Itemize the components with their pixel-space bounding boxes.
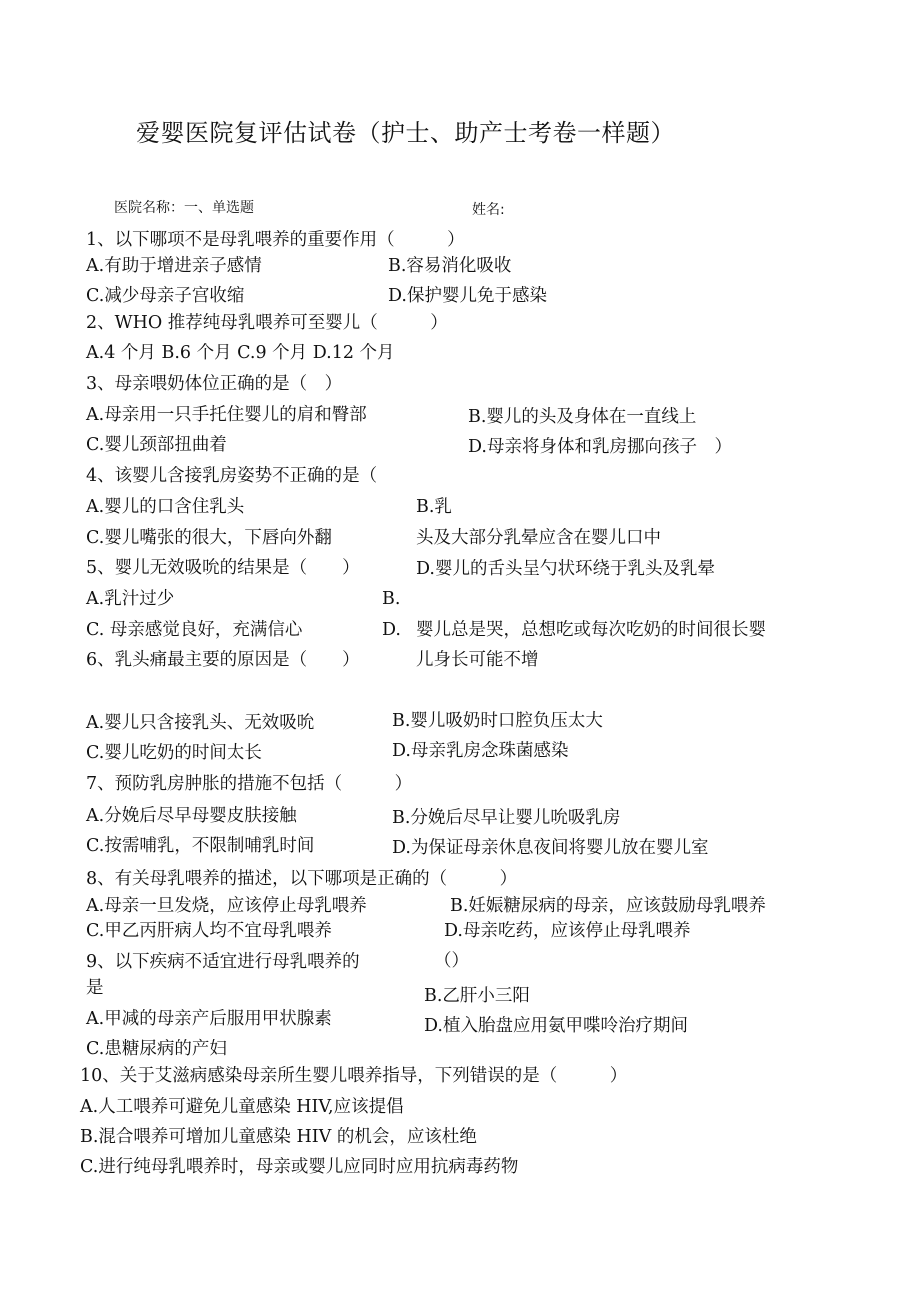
question-10: 10、关于艾滋病感染母亲所生婴儿喂养指导，下列错误的是（ ） [80,1066,628,1086]
q1-option-b: B.容易消化吸收 [388,256,512,276]
q9-option-a: A.甲减的母亲产后服用甲状腺素 [86,1009,332,1029]
q5-option-d-label: D. [382,620,401,640]
q7-option-b: B.分娩后尽早让婴儿吮吸乳房 [392,808,621,828]
q2-options: A.4 个月 B.6 个月 C.9 个月 D.12 个月 [86,343,395,363]
q5-option-d: 婴儿总是哭，总想吃或每次吃奶的时间很长婴 [416,620,766,640]
q1-option-a: A.有助于增进亲子感情 [86,256,262,276]
q1-option-d: D.保护婴儿免于感染 [388,286,547,306]
q7-option-d: D.为保证母亲休息夜间将婴儿放在婴儿室 [392,838,709,858]
question-4: 4、该婴儿含接乳房姿势不正确的是（ [86,466,378,486]
q4-option-b: B.乳 [416,497,452,517]
question-1: 1、以下哪项不是母乳喂养的重要作用（ ） [86,230,465,250]
q10-option-a: A.人工喂养可避免儿童感染 HIV,应该提倡 [80,1097,404,1117]
question-8: 8、有关母乳喂养的描述，以下哪项是正确的（ ） [86,869,518,889]
q3-option-c: C.婴儿颈部扭曲着 [86,435,227,455]
student-name-label: 姓名: [472,202,505,218]
q4-option-c: C.婴儿嘴张的很大，下唇向外翻 [86,528,332,548]
q1-option-c: C.减少母亲子宫收缩 [86,286,245,306]
q4-option-a: A.婴儿的口含住乳头 [86,497,245,517]
question-3: 3、母亲喂奶体位正确的是（ ） [86,374,343,394]
q8-option-a: A.母亲一旦发烧，应该停止母乳喂养 [86,896,367,916]
question-9: 9、以下疾病不适宜进行母乳喂养的 [86,952,360,972]
q8-option-c: C.甲乙丙肝病人均不宜母乳喂养 [86,921,332,941]
q9-option-c: C.患糖尿病的产妇 [86,1039,227,1059]
q10-option-c: C.进行纯母乳喂养时，母亲或婴儿应同时应用抗病毒药物 [80,1157,519,1177]
q5-option-d-continued: 儿身长可能不增 [416,650,539,670]
question-9-answer-blank: （） [434,951,469,971]
page-title: 爱婴医院复评估试卷（护士、助产士考卷一样题） [136,119,675,147]
question-2: 2、WHO 推荐纯母乳喂养可至婴儿（ ） [86,313,448,333]
q7-option-c: C.按需哺乳，不限制哺乳时间 [86,836,315,856]
q3-option-a: A.母亲用一只手托住婴儿的肩和臀部 [86,405,367,425]
q8-option-b: B.妊娠糖尿病的母亲，应该鼓励母乳喂养 [450,896,766,916]
question-6: 6、乳头痛最主要的原因是（ ） [86,650,360,670]
q6-option-d: D.母亲乳房念珠菌感染 [392,741,569,761]
question-7: 7、预防乳房肿胀的措施不包括（ ） [86,774,413,794]
q6-option-a: A.婴儿只含接乳头、无效吸吮 [86,713,315,733]
q6-option-b: B.婴儿吸奶时口腔负压太大 [392,711,603,731]
q9-option-b: B.乙肝小三阳 [424,986,530,1006]
q7-option-a: A.分娩后尽早母婴皮肤接触 [86,806,297,826]
question-9-continued: 是 [86,978,104,998]
q3-option-d: D.母亲将身体和乳房挪向孩子 ） [468,437,732,457]
question-5: 5、婴儿无效吸吮的结果是（ ） [86,558,360,578]
q3-option-b: B.婴儿的头及身体在一直线上 [468,407,697,427]
q4-option-d: D.婴儿的舌头呈勺状环绕于乳头及乳晕 [416,559,715,579]
q8-option-d: D.母亲吃药，应该停止母乳喂养 [444,921,691,941]
q10-option-b: B.混合喂养可增加儿童感染 HIV 的机会，应该杜绝 [80,1127,477,1147]
q5-option-a: A.乳汁过少 [86,589,175,609]
q4-option-b-continued: 头及大部分乳晕应含在婴儿口中 [416,528,661,548]
q6-option-c: C.婴儿吃奶的时间太长 [86,743,262,763]
hospital-name-label: 医院名称：一、单选题 [114,200,254,216]
q5-option-c: C. 母亲感觉良好，充满信心 [86,620,303,640]
q9-option-d: D.植入胎盘应用氨甲喋呤治疗期间 [424,1016,688,1036]
q5-option-b: B. [382,589,401,609]
